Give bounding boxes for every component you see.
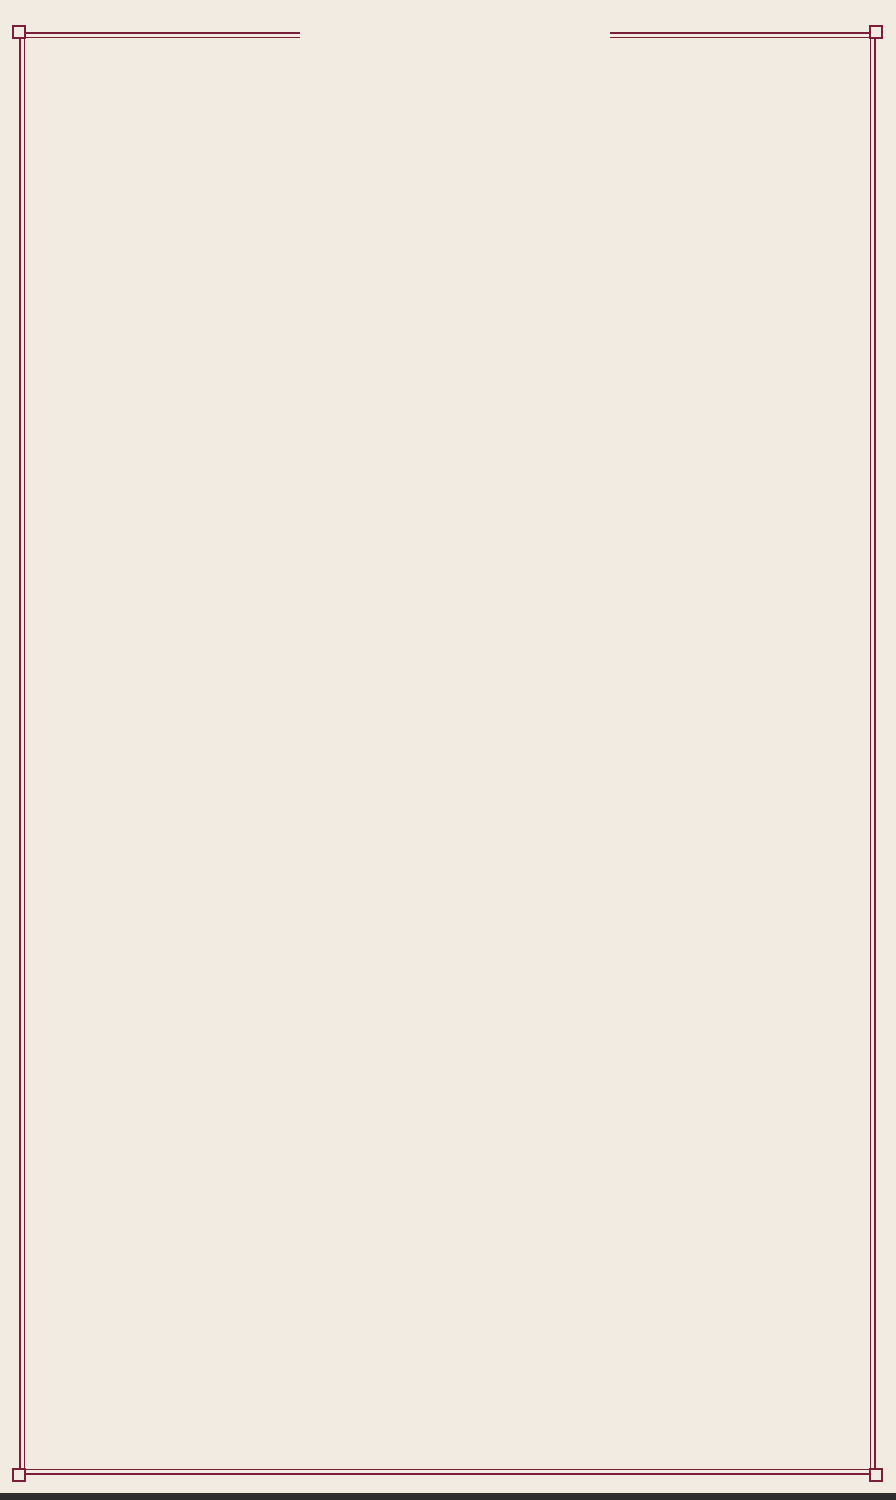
frame-corner (869, 25, 883, 39)
frame-corner (869, 1468, 883, 1482)
page-frame-inner (24, 37, 871, 1470)
frame-corner (12, 1468, 26, 1482)
title-wrap (300, 0, 610, 78)
frame-corner (12, 25, 26, 39)
page-frame (19, 32, 876, 1475)
bottom-bar (0, 1493, 896, 1500)
